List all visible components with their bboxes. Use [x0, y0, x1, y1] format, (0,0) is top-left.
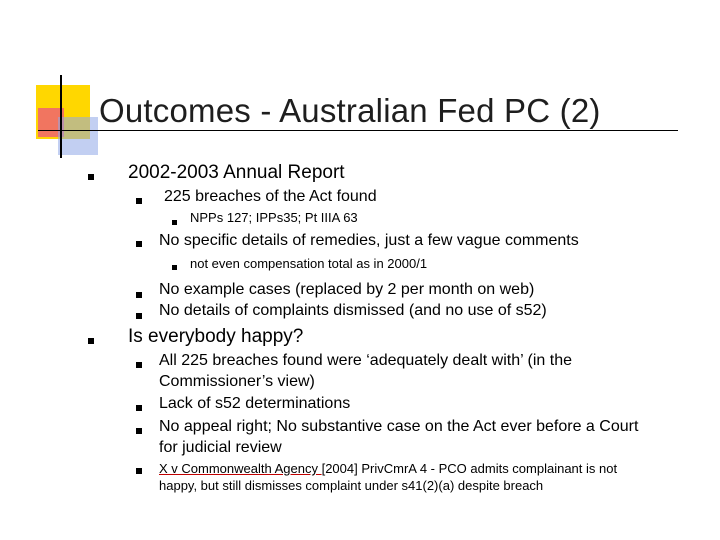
bullet-text: 225 breaches of the Act found [164, 188, 377, 205]
bullet-icon [136, 241, 142, 247]
bullet-text-line1: No appeal right; No substantive case on the Act ever before a Court [159, 418, 639, 435]
slide-title: Outcomes - Australian Fed PC (2) [99, 92, 601, 129]
bullet-text: Lack of s52 determinations [159, 395, 351, 412]
bullet-icon [136, 313, 142, 319]
bullet-icon [136, 292, 142, 298]
bullet-icon [88, 174, 94, 180]
bullet-text-line2: Commissioner’s view) [159, 373, 315, 390]
bullet-text: No specific details of remedies, just a few vague comments [159, 232, 579, 249]
bullet-text: Is everybody happy? [128, 326, 304, 347]
bullet-icon [136, 198, 142, 204]
bullet-text-line2: for judicial review [159, 439, 282, 456]
bullet-text: No example cases (replaced by 2 per month on web) [159, 281, 535, 298]
case-citation-line2: happy, but still dismisses complaint under s41(2)(a) despite breach [159, 478, 544, 493]
bullet-icon [172, 220, 177, 225]
bullet-text: No details of complaints dismissed (and no use of s52) [159, 302, 547, 319]
bullet-text: NPPs 127; IPPs35; Pt IIIA 63 [190, 210, 358, 225]
decorative-vertical-line [60, 75, 62, 158]
case-citation-rest: [2004] PrivCmrA 4 - PCO admits complainant is not [321, 461, 618, 476]
bullet-text: not even compensation total as in 2000/1 [190, 256, 428, 271]
decorative-blue-square [58, 117, 98, 155]
case-link[interactable]: X v Commonwealth Agency [159, 461, 322, 476]
bullet-icon [136, 405, 142, 411]
bullet-icon [88, 338, 94, 344]
bullet-text: 2002-2003 Annual Report [128, 162, 345, 183]
title-underline-rule [38, 130, 678, 131]
bullet-icon [172, 265, 177, 270]
bullet-icon [136, 362, 142, 368]
case-citation-line1 [159, 462, 617, 477]
bullet-text-line1: All 225 breaches found were ‘adequately dealt with’ (in the [159, 352, 572, 369]
bullet-icon [136, 468, 142, 474]
bullet-icon [136, 428, 142, 434]
